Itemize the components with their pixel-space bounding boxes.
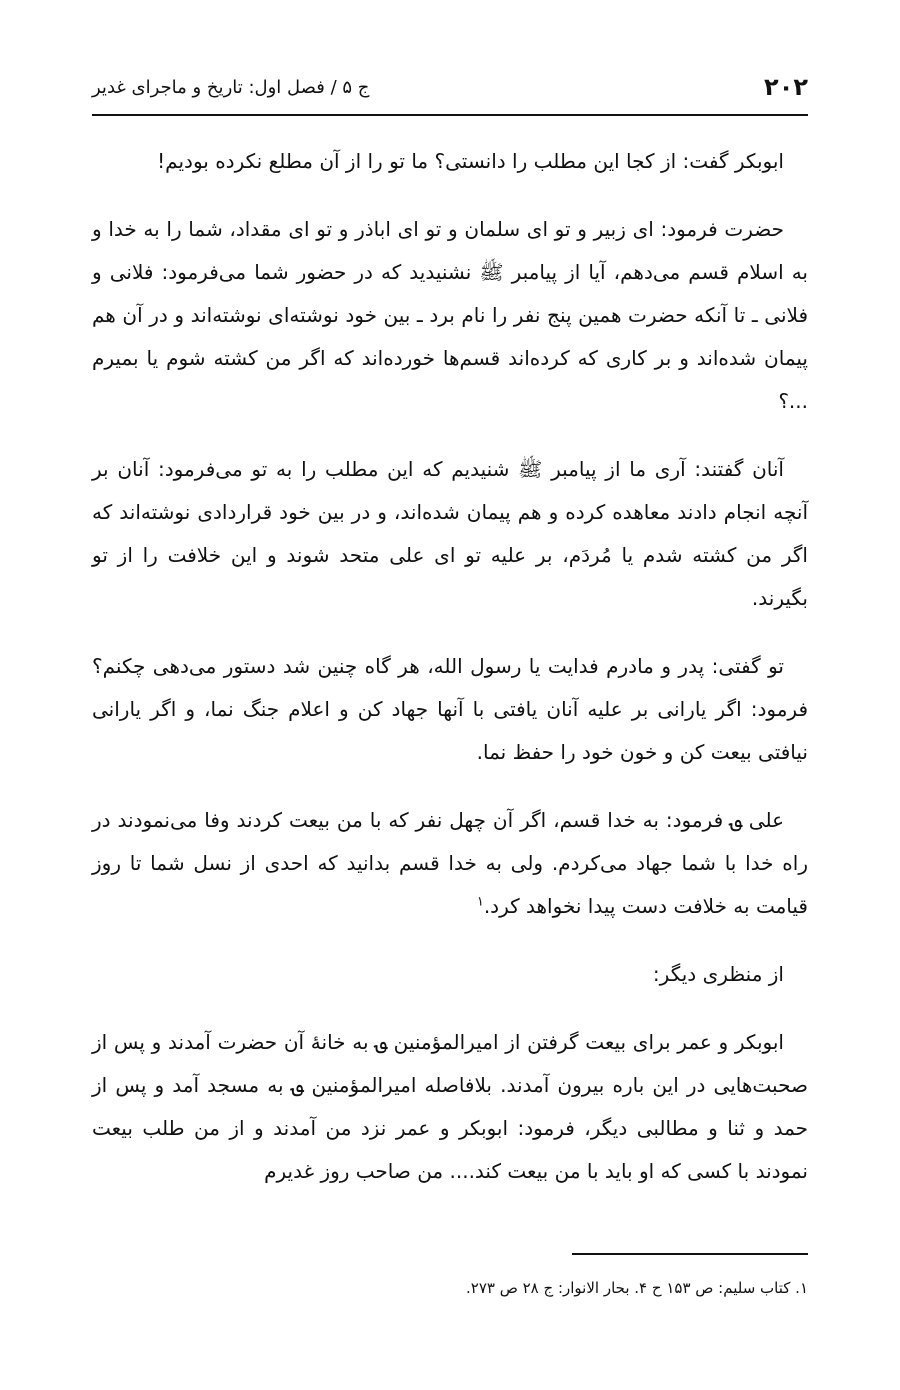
paragraph-5-text: علی ؈ فرمود: به خدا قسم، اگر آن چهل نفر که با من بیعت کردند وفا می‌نمودند در راه خدا با شما جهاد می‌کردم. ولی به خدا قسم بدانید که احدی از نسل شما تا روز قیامت به خلافت دست پیدا نخواهد کرد.: [92, 808, 808, 918]
paragraph-4: تو گفتی: پدر و مادرم فدایت یا رسول الله، هر گاه چنین شد دستور می‌دهی چکنم؟ فرمود: اگر یارانی بر علیه آنان یافتی با آنها جهاد کن و اعلام جنگ نما، و اگر یارانی نیافتی بیعت کن و خون خود را حفظ نما.: [92, 654, 808, 764]
section-heading: از منظری دیگر:: [652, 962, 784, 986]
page-number: ۲۰۲: [764, 73, 808, 101]
paragraph-5: [92, 799, 808, 928]
paragraph-1: ابوبکر گفت: از کجا این مطلب را دانستی؟ ما تو را از آن مطلع نکرده بودیم!: [157, 149, 784, 173]
footnote: ۱. کتاب سلیم: ص ۱۵۳ ح ۴. بحار الانوار: ج ۲۸ ص ۲۷۳.: [465, 1279, 808, 1297]
header-rule: [92, 114, 808, 116]
paragraph-2: حضرت فرمود: ای زبیر و تو ای سلمان و تو ای اباذر و تو ای مقداد، شما را به خدا و به اسلام قسم می‌دهم، آیا از پیامبر ﷺ نشنیدید که در حضور شما می‌فرمود: فلانی و فلانی ـ تا آنکه حضرت همین پنج نفر را نام برد ـ بین خود نوشته‌ای نوشته‌اند و در آن هم پیمان شده‌اند و بر کاری که کرده‌اند قسم‌ها خورده‌اند که اگر من کشته شوم یا بمیرم ...؟: [92, 217, 808, 413]
body-text: [92, 140, 808, 1218]
footnote-reference[interactable]: ۱: [476, 894, 484, 910]
paragraph-3: آنان گفتند: آری ما از پیامبر ﷺ شنیدیم که این مطلب را به تو می‌فرمود: آنان بر آنچه انجام دادند معاهده کرده و هم پیمان شده‌اند، و در بین خود قراردادی نوشته‌اند که اگر من کشته شدم یا مُردَم، بر علیه تو ای علی متحد شوند و این خلافت را از تو بگیرند.: [92, 457, 808, 610]
footnote-rule: [572, 1253, 808, 1255]
paragraph-6: ابوبکر و عمر برای بیعت گرفتن از امیرالمؤمنین ؈ به خانهٔ آن حضرت آمدند و پس از صحبت‌هایی در این باره بیرون آمدند. بلافاصله امیرالمؤمنین ؈ به مسجد آمد و پس از حمد و ثنا و مطالبی دیگر، فرمود: ابوبکر و عمر نزد من آمدند و از من طلب بیعت نمودند با کسی که او باید با من بیعت کند.... من صاحب روز غدیرم: [92, 1030, 808, 1183]
running-head: ج ۵ / فصل اول: تاریخ و ماجرای غدیر: [92, 76, 370, 98]
page-header: [92, 70, 808, 104]
